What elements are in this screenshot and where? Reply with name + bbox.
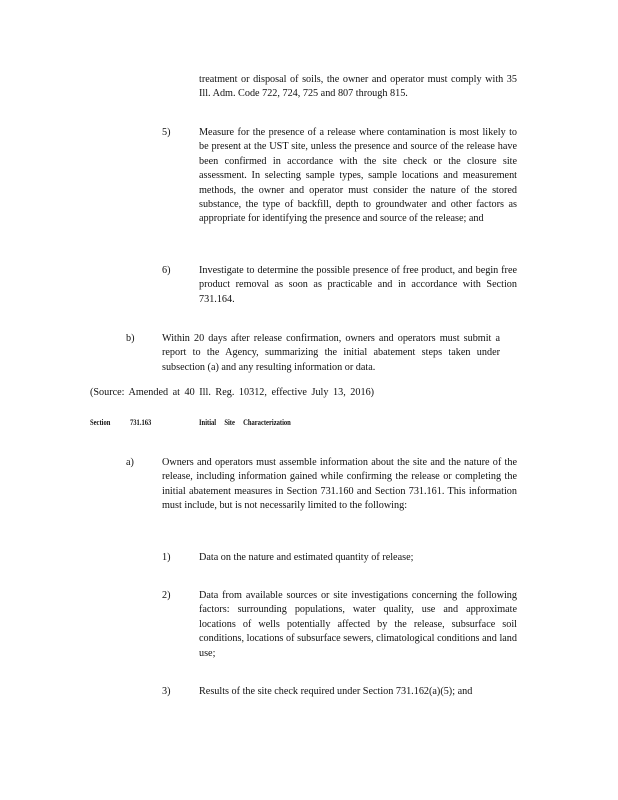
sub-item-2-text: Data from available sources or site investigations concerning the following factors: surrounding populations, water quality, use and approximate locations of wells potentially affected by the release, subsurface soil conditions, locations of subsurface sewers, climatological conditions and land use; [199, 590, 517, 659]
sub-item-1-marker: 1) [162, 552, 171, 563]
sub-item-2-marker: 2) [162, 590, 171, 601]
subsection-b-text: Within 20 days after release confirmation, owners and operators must submit a report to the Agency, summarizing the initial abatement steps taken under subsection (a) and any resulting information or data. [162, 333, 500, 373]
source-note: (Source: Amended at 40 Ill. Reg. 10312, effective July 13, 2016) [90, 387, 375, 398]
item-6-text: Investigate to determine the possible presence of free product, and begin free product removal as soon as practicable and in accordance with Section 731.164. [199, 265, 517, 305]
section-heading-label: Section [90, 418, 111, 427]
item-5-text: Measure for the presence of a release where contamination is most likely to be present at the UST site, unless the presence and source of the release have been confirmed in accordance with the site check or the closure site assessment. In selecting sample types, sample locations and measurement methods, the owner and operator must consider the nature of the stored substance, the type of backfill, depth to groundwater and other factors as appropriate for identifying the presence and source of the release; and [199, 127, 517, 225]
item-5-marker: 5) [162, 127, 171, 138]
sub-item-1-text: Data on the nature and estimated quantity of release; [199, 552, 414, 563]
sub-item-3-marker: 3) [162, 686, 171, 697]
subsection-a-marker: a) [126, 457, 134, 468]
subsection-b-marker: b) [126, 333, 135, 344]
section-heading-number: 731.163 [130, 418, 152, 427]
sub-item-3-text: Results of the site check required under Section 731.162(a)(5); and [199, 686, 473, 697]
continuation-paragraph: treatment or disposal of soils, the owner and operator must comply with 35 Ill. Adm. Code 722, 724, 725 and 807 through 815. [199, 74, 517, 100]
item-6-marker: 6) [162, 265, 171, 276]
section-heading-title: Initial Site Characterization [199, 418, 291, 427]
subsection-a-text: Owners and operators must assemble information about the site and the nature of the release, including information gained while confirming the release or completing the initial abatement measures in Section 731.160 and Section 731.161. This information must include, but is not necessarily limited to the following: [162, 457, 517, 512]
